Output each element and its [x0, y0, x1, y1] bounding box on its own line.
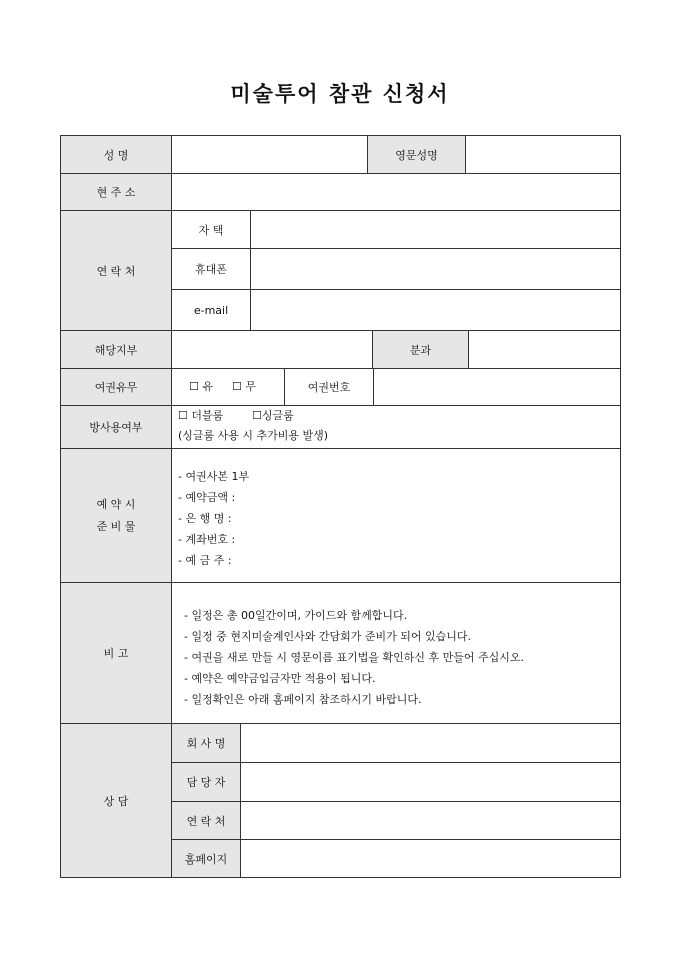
home-phone-field[interactable]: [250, 210, 621, 249]
label-phone: 연 락 처: [171, 801, 241, 840]
label-preparation: [60, 448, 172, 583]
room-options: [171, 405, 621, 449]
label-address: 현 주 소: [60, 173, 172, 211]
passport-yes-checkbox[interactable]: ☐ 유: [189, 380, 213, 393]
remark-item: - 일정은 총 00일간이며, 가이드와 함께합니다.: [184, 609, 408, 622]
label-room: 방사용여부: [60, 405, 172, 449]
label-email: e-mail: [171, 289, 251, 331]
remark-item: - 일정 중 현지미술계인사와 간담회가 준비가 되어 있습니다.: [184, 630, 471, 643]
mobile-field[interactable]: [250, 248, 621, 290]
label-home-phone: 자 택: [171, 210, 251, 249]
label-preparation-line2: 준 비 물: [96, 519, 136, 533]
label-consultation: 상 담: [60, 723, 172, 878]
homepage-field[interactable]: [240, 839, 621, 878]
company-field[interactable]: [240, 723, 621, 763]
label-company: 회 사 명: [171, 723, 241, 763]
double-room-checkbox[interactable]: ☐ 더블룸: [178, 409, 224, 422]
passport-options: [171, 368, 285, 406]
name-field[interactable]: [171, 135, 368, 174]
label-passport-number: 여권번호: [284, 368, 374, 406]
branch-field[interactable]: [468, 330, 621, 369]
region-field[interactable]: [171, 330, 373, 369]
prep-item: - 계좌번호 :: [178, 533, 236, 546]
remark-item: - 예약은 예약금입금자만 적용이 됩니다.: [184, 672, 376, 685]
label-mobile: 휴대폰: [171, 248, 251, 290]
passport-number-field[interactable]: [373, 368, 621, 406]
preparation-content: [171, 448, 621, 583]
prep-item: - 예 금 주 :: [178, 554, 232, 567]
address-field[interactable]: [171, 173, 621, 211]
email-field[interactable]: [250, 289, 621, 331]
form-title: 미술투어 참관 신청서: [230, 81, 450, 106]
prep-item: - 예약금액 :: [178, 491, 236, 504]
label-branch: 분과: [372, 330, 469, 369]
prep-item: - 여권사본 1부: [178, 470, 250, 483]
prep-item: - 은 행 명 :: [178, 512, 232, 525]
remark-item: - 일정확인은 아래 홈페이지 참조하시기 바랍니다.: [184, 693, 422, 706]
label-eng-name: 영문성명: [367, 135, 466, 174]
label-passport: 여권유무: [60, 368, 172, 406]
remarks-content: [171, 582, 621, 724]
label-remarks: 비 고: [60, 582, 172, 724]
phone-field[interactable]: [240, 801, 621, 840]
label-contact: 연 락 처: [60, 210, 172, 331]
passport-no-checkbox[interactable]: ☐ 무: [232, 380, 256, 393]
eng-name-field[interactable]: [465, 135, 621, 174]
label-region: 해당지부: [60, 330, 172, 369]
remark-item: - 여권을 새로 만들 시 영문이름 표기법을 확인하신 후 만들어 주십시오.: [184, 651, 524, 664]
label-preparation-line1: 예 약 시: [96, 497, 136, 511]
label-homepage: 홈페이지: [171, 839, 241, 878]
room-note: (싱글룸 사용 시 추가비용 발생): [178, 429, 329, 442]
label-person: 담 당 자: [171, 762, 241, 802]
label-name: 성 명: [60, 135, 172, 174]
person-field[interactable]: [240, 762, 621, 802]
single-room-checkbox[interactable]: ☐싱글룸: [252, 409, 294, 422]
